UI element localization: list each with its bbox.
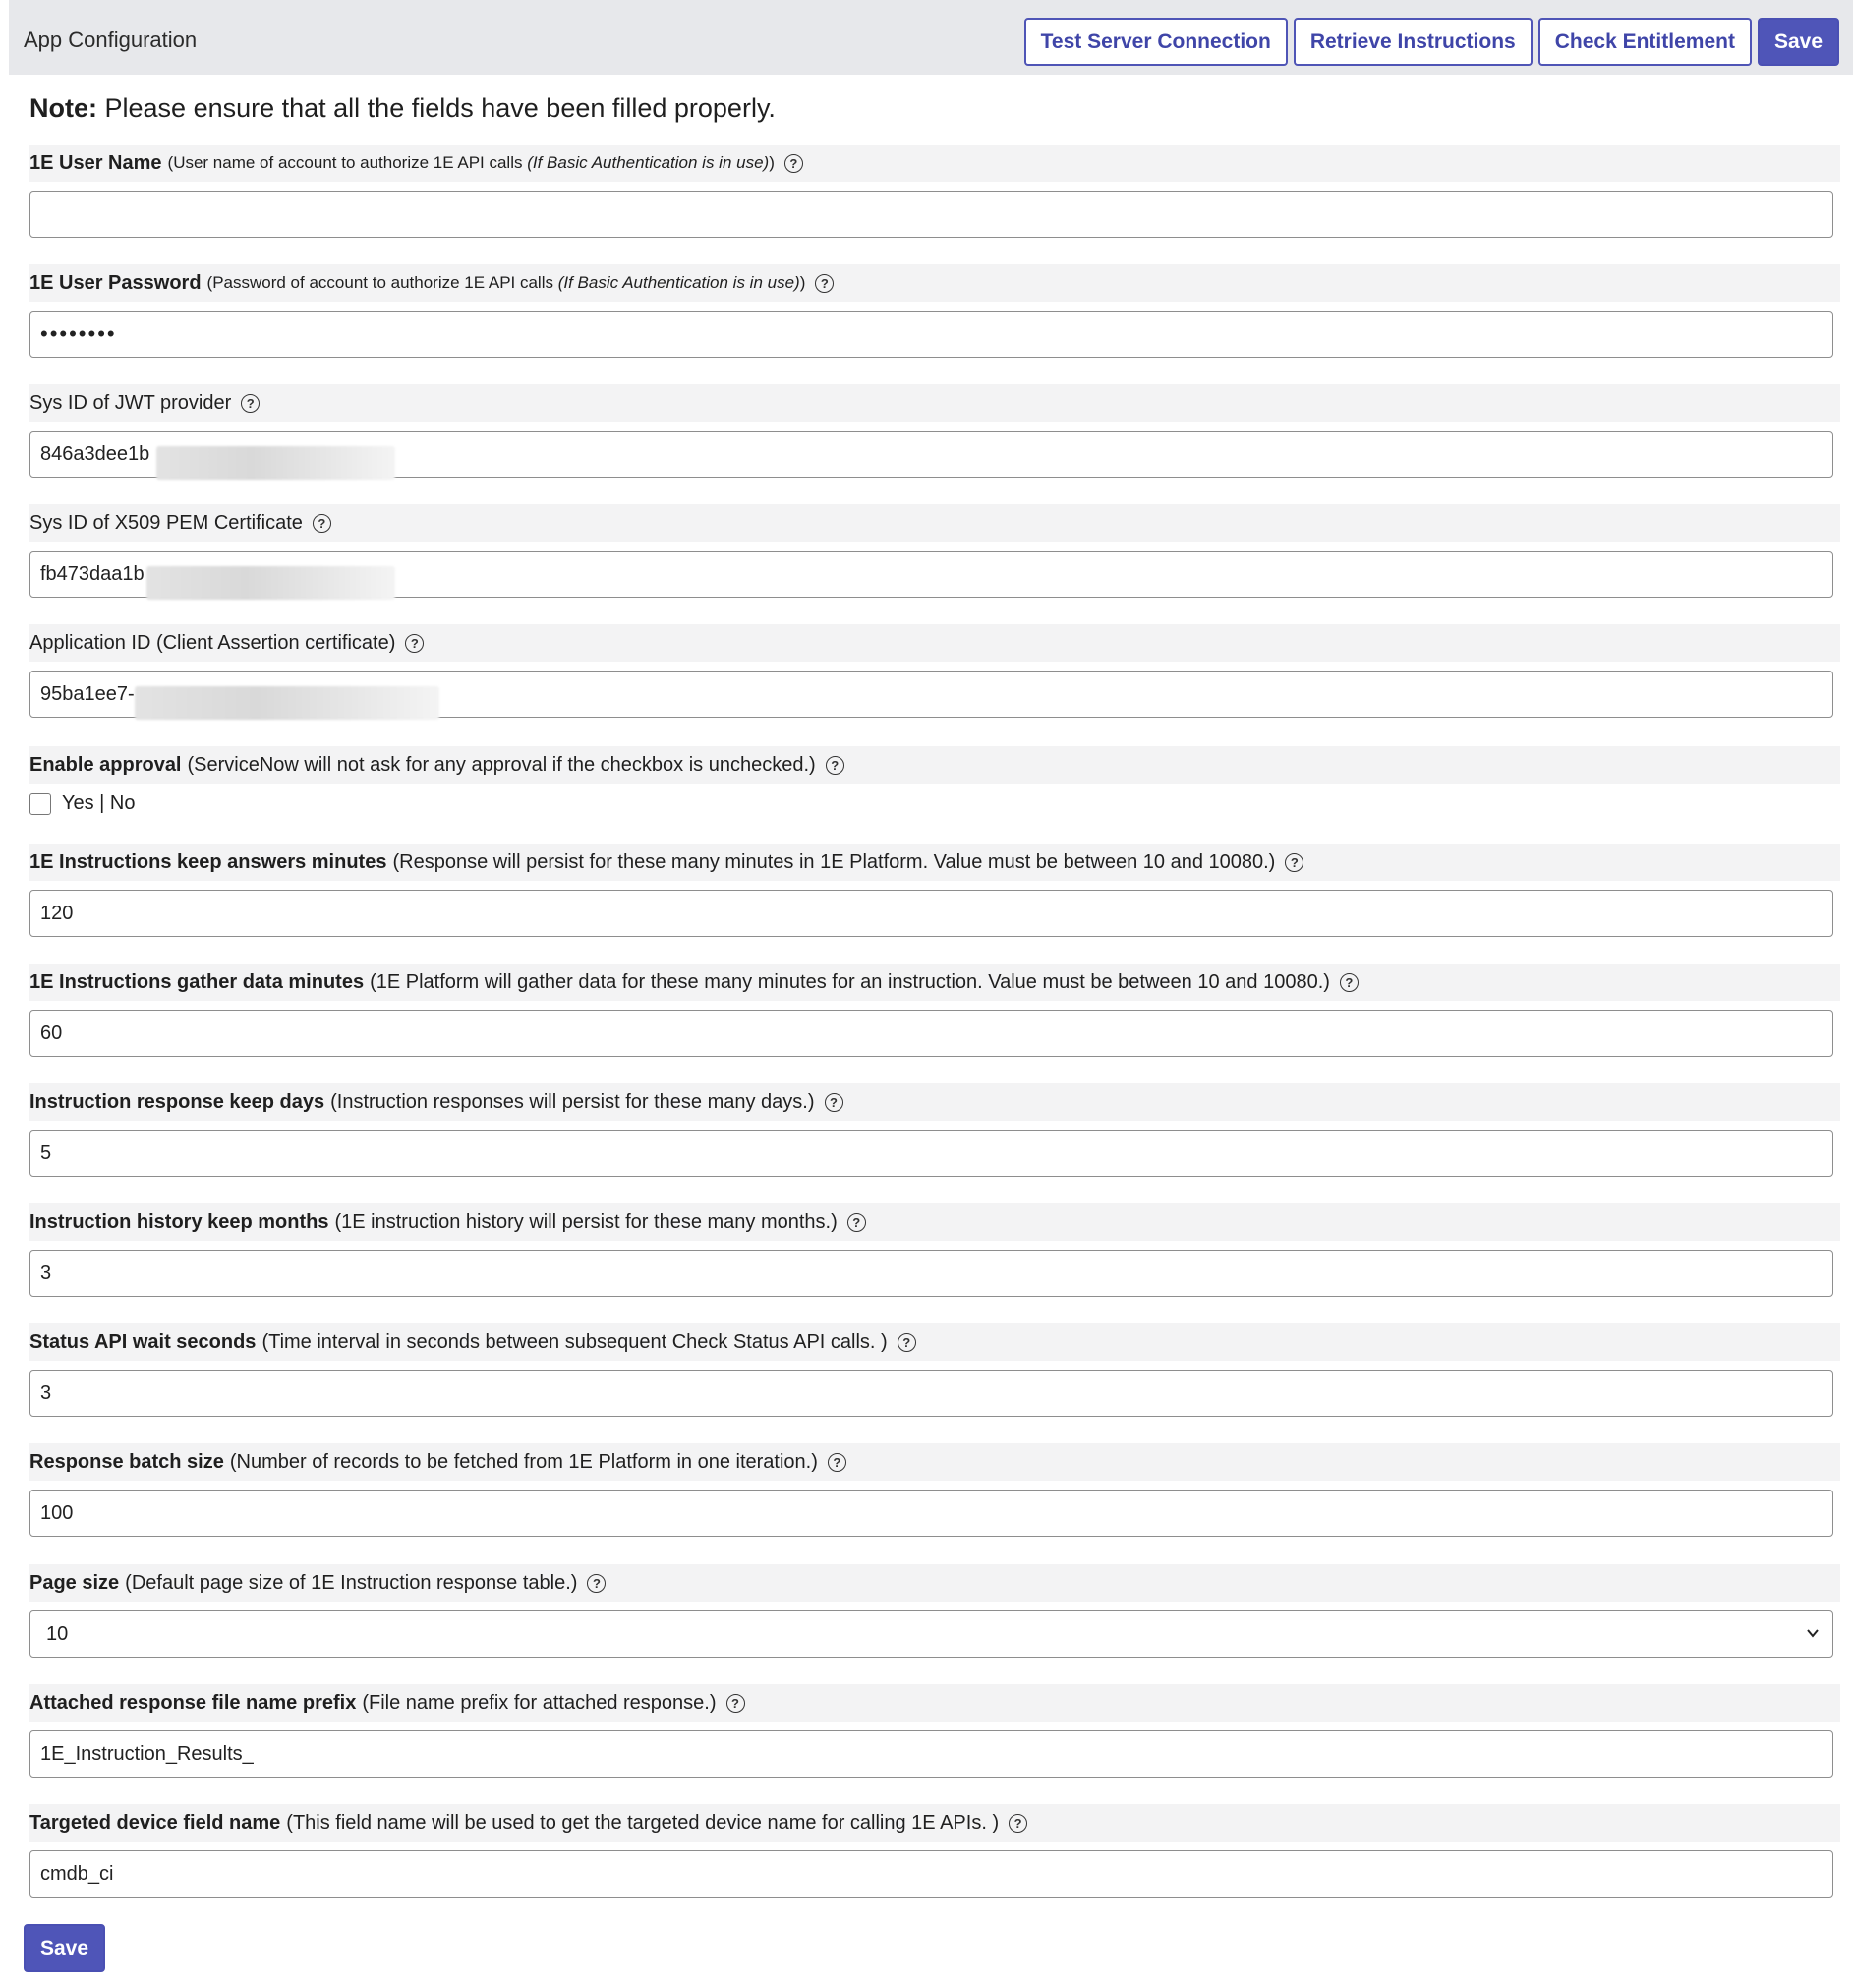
field-description xyxy=(168,153,775,173)
desc-part: (User name of account to authorize 1E API calls xyxy=(167,153,528,172)
user-name-input[interactable] xyxy=(29,191,1833,238)
field-jwt-provider xyxy=(29,384,1840,478)
save-button-footer[interactable]: Save xyxy=(24,1924,105,1972)
field-label: Application ID (Client Assertion certificate) xyxy=(29,631,396,654)
user-password-input[interactable]: •••••••• xyxy=(29,311,1833,358)
chevron-down-icon xyxy=(1805,1625,1821,1641)
note-text xyxy=(29,93,776,124)
field-application-id xyxy=(29,624,1840,718)
field-label: Instruction history keep months xyxy=(29,1210,329,1233)
help-circle-icon[interactable]: ? xyxy=(828,1453,846,1472)
field-user-password xyxy=(29,264,1840,358)
field-label: Status API wait seconds xyxy=(29,1330,257,1353)
field-label-row xyxy=(29,624,1840,662)
field-label: Targeted device field name xyxy=(29,1811,281,1834)
help-circle-icon[interactable]: ? xyxy=(405,634,424,653)
field-file-name-prefix xyxy=(29,1684,1840,1778)
field-label-row xyxy=(29,1203,1840,1241)
desc-italic: (If Basic Authentication is in use) xyxy=(527,153,770,172)
field-label-row xyxy=(29,1083,1840,1121)
help-circle-icon[interactable]: ? xyxy=(898,1333,916,1352)
help-circle-icon[interactable]: ? xyxy=(784,154,803,173)
field-label: Sys ID of JWT provider xyxy=(29,391,232,414)
field-response-keep-days xyxy=(29,1083,1840,1177)
redaction-blur xyxy=(146,566,395,600)
page-size-select[interactable] xyxy=(29,1610,1833,1658)
checkbox-label: Yes | No xyxy=(62,792,136,814)
field-label: Enable approval xyxy=(29,753,182,776)
keep-answers-minutes-input[interactable] xyxy=(29,890,1833,937)
help-circle-icon[interactable]: ? xyxy=(1009,1814,1027,1833)
help-circle-icon[interactable]: ? xyxy=(815,274,834,293)
help-circle-icon[interactable]: ? xyxy=(726,1694,745,1713)
field-response-batch-size xyxy=(29,1443,1840,1537)
field-label: 1E Instructions keep answers minutes xyxy=(29,850,387,873)
desc-part: ) xyxy=(769,153,775,172)
field-description: (Number of records to be fetched from 1E Platform in one iteration.) xyxy=(229,1450,818,1473)
field-label: Instruction response keep days xyxy=(29,1090,325,1113)
page-title: App Configuration xyxy=(24,28,198,52)
field-keep-answers-minutes xyxy=(29,844,1840,937)
help-circle-icon[interactable]: ? xyxy=(587,1574,606,1593)
field-label: 1E User Name xyxy=(29,151,162,174)
enable-approval-checkbox[interactable] xyxy=(29,793,51,815)
field-description: (Instruction responses will persist for these many days.) xyxy=(330,1090,815,1113)
status-api-wait-input[interactable] xyxy=(29,1370,1833,1417)
field-label-row xyxy=(29,1323,1840,1361)
field-label: Sys ID of X509 PEM Certificate xyxy=(29,511,303,534)
field-description: (Default page size of 1E Instruction response table.) xyxy=(125,1571,578,1594)
help-circle-icon[interactable]: ? xyxy=(1285,853,1303,872)
field-description: (1E instruction history will persist for these many months.) xyxy=(334,1210,838,1233)
field-label-row xyxy=(29,746,1840,784)
help-circle-icon[interactable]: ? xyxy=(826,756,844,775)
field-page-size xyxy=(29,1564,1840,1658)
check-entitlement-button[interactable]: Check Entitlement xyxy=(1538,18,1752,66)
help-circle-icon[interactable]: ? xyxy=(1340,973,1359,992)
field-label: 1E User Password xyxy=(29,271,202,294)
field-label: 1E Instructions gather data minutes xyxy=(29,970,365,993)
header-actions xyxy=(1024,18,1839,66)
help-circle-icon[interactable]: ? xyxy=(313,514,331,533)
note-message: Please ensure that all the fields have been filled properly. xyxy=(104,93,776,123)
approval-checkbox-row xyxy=(29,792,1840,815)
field-x509-certificate xyxy=(29,504,1840,598)
field-label-row xyxy=(29,504,1840,542)
response-batch-size-input[interactable] xyxy=(29,1490,1833,1537)
redaction-blur xyxy=(156,446,395,480)
test-server-connection-button[interactable]: Test Server Connection xyxy=(1024,18,1288,66)
help-circle-icon[interactable]: ? xyxy=(825,1093,843,1112)
field-targeted-device xyxy=(29,1804,1840,1898)
file-name-prefix-input[interactable] xyxy=(29,1730,1833,1778)
header-bar xyxy=(9,0,1853,75)
field-description: (This field name will be used to get the targeted device name for calling 1E APIs. ) xyxy=(286,1811,1000,1834)
field-label-row xyxy=(29,964,1840,1001)
desc-part: (Password of account to authorize 1E API calls xyxy=(206,273,558,292)
field-label-row xyxy=(29,1564,1840,1602)
field-label: Attached response file name prefix xyxy=(29,1691,357,1714)
targeted-device-input[interactable] xyxy=(29,1850,1833,1898)
help-circle-icon[interactable]: ? xyxy=(847,1213,866,1232)
gather-data-minutes-input[interactable] xyxy=(29,1010,1833,1057)
field-label-row xyxy=(29,844,1840,881)
field-status-api-wait xyxy=(29,1323,1840,1417)
redaction-blur xyxy=(135,686,439,720)
field-description: (1E Platform will gather data for these many minutes for an instruction. Value must be between 10 and 10080.) xyxy=(370,970,1330,993)
field-label-row xyxy=(29,1443,1840,1481)
response-keep-days-input[interactable] xyxy=(29,1130,1833,1177)
retrieve-instructions-button[interactable]: Retrieve Instructions xyxy=(1294,18,1533,66)
field-enable-approval xyxy=(29,746,1840,815)
field-label: Page size xyxy=(29,1571,120,1594)
field-description xyxy=(207,273,806,293)
field-history-keep-months xyxy=(29,1203,1840,1297)
desc-part: ) xyxy=(799,273,806,292)
field-description: (File name prefix for attached response.) xyxy=(362,1691,717,1714)
help-circle-icon[interactable]: ? xyxy=(241,394,260,413)
field-description: (Response will persist for these many minutes in 1E Platform. Value must be between 10 and 10080.) xyxy=(392,850,1276,873)
field-description: (ServiceNow will not ask for any approval if the checkbox is unchecked.) xyxy=(187,753,816,776)
field-description: (Time interval in seconds between subsequent Check Status API calls. ) xyxy=(261,1330,888,1353)
history-keep-months-input[interactable] xyxy=(29,1250,1833,1297)
field-label-row xyxy=(29,1804,1840,1842)
field-label-row xyxy=(29,384,1840,422)
save-button-header[interactable]: Save xyxy=(1758,18,1839,66)
field-label: Response batch size xyxy=(29,1450,224,1473)
select-value: 10 xyxy=(46,1622,69,1645)
field-label-row xyxy=(29,1684,1840,1722)
field-gather-data-minutes xyxy=(29,964,1840,1057)
field-user-name xyxy=(29,145,1840,238)
desc-italic: (If Basic Authentication is in use) xyxy=(557,273,800,292)
field-label-row xyxy=(29,145,1840,182)
field-label-row xyxy=(29,264,1840,302)
note-prefix: Note: xyxy=(29,93,97,123)
